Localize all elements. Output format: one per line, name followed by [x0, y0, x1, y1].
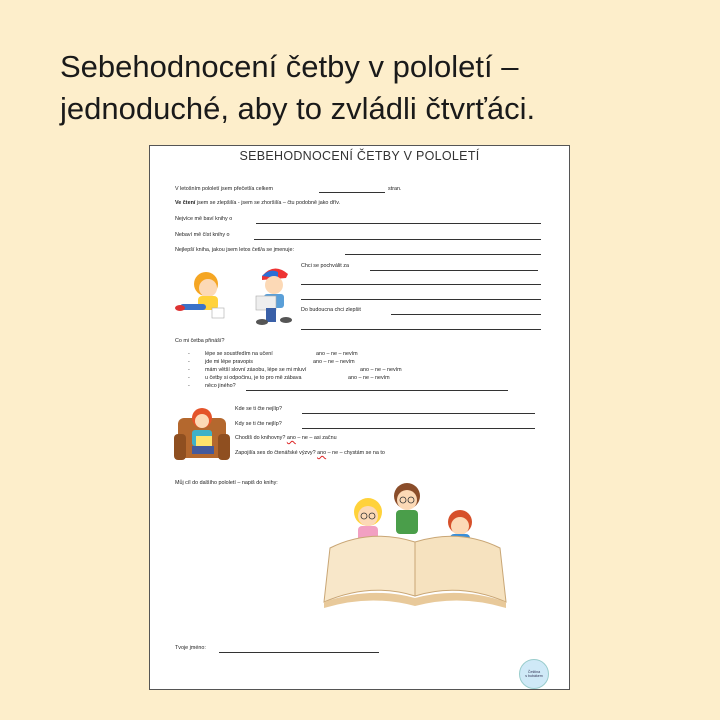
best-book-label: Nejlepší kniha, jakou jsem letos četl/a se jmenuje: — [175, 247, 294, 253]
dislike-label: Nebaví mě číst knihy o — [175, 232, 230, 238]
benefit-options[interactable]: ano – ne – nevím — [348, 375, 390, 381]
where-label: Kde se ti čte nejlíp? — [235, 406, 283, 412]
improvement-bold: Ve čtení — [175, 200, 196, 206]
slide-title-line2: jednoduché, aby to zvládli čtvrťáci. — [60, 91, 536, 126]
benefit-options[interactable]: ano – ne – nevím — [313, 359, 355, 365]
pages-read-field[interactable] — [319, 192, 385, 193]
future-field[interactable] — [391, 314, 541, 315]
kids-open-book-illustration — [310, 478, 520, 628]
benefit-text: mám větší slovní zásobu, lépe se mi mluví — [205, 367, 307, 373]
bullet-dash: - — [188, 383, 190, 389]
kids-reading-illustration — [174, 258, 304, 326]
benefit-options[interactable]: ano – ne – nevím — [360, 367, 402, 373]
benefit-text: jde mi lépe pravopis — [205, 359, 253, 365]
slide-title — [60, 46, 700, 130]
library-other-options[interactable]: – ne – asi začnu — [297, 435, 337, 441]
when-field[interactable] — [302, 428, 535, 429]
library-yes-option[interactable]: ano — [286, 435, 296, 441]
bullet-dash: - — [188, 351, 190, 357]
benefit-text: něco jiného? — [205, 383, 236, 389]
bullet-dash: - — [188, 367, 190, 373]
slide-title-line1: Sebehodnocení četby v pololetí – — [60, 49, 519, 84]
benefit-text: u četby si odpočinu, je to pro mě zábava — [205, 375, 302, 381]
benefit-options[interactable]: ano – ne – nevím — [316, 351, 358, 357]
logo-text-line2: s bubákem — [525, 674, 543, 678]
bullet-dash: - — [188, 359, 190, 365]
bullet-dash: - — [188, 375, 190, 381]
enjoy-field[interactable] — [256, 223, 541, 224]
name-label: Tvoje jméno: — [175, 645, 206, 651]
improvement-options: jsem se zlepšil/a - jsem se zhoršil/a – čtu podobně jako dřív. — [196, 200, 340, 206]
future-label: Do budoucna chci zlepšit — [301, 307, 361, 313]
worksheet — [149, 145, 570, 690]
praise-field-3[interactable] — [301, 299, 541, 300]
worksheet-title: SEBEHODNOCENÍ ČETBY V POLOLETÍ — [239, 149, 480, 163]
library-line[interactable] — [235, 435, 337, 442]
when-label: Kdy se ti čte nejlíp? — [235, 421, 282, 427]
praise-field[interactable] — [370, 270, 538, 271]
other-benefit-field[interactable] — [246, 390, 508, 391]
pages-unit-label: stran. — [388, 186, 402, 192]
goal-label: Můj cíl do dalšího pololetí – napiš do knihy: — [175, 480, 278, 486]
armchair-reader-illustration — [174, 404, 230, 466]
praise-field-2[interactable] — [301, 284, 541, 285]
challenge-yes-option[interactable]: ano — [317, 450, 327, 456]
dislike-field[interactable] — [254, 239, 541, 240]
enjoy-label: Nejvíce mě baví knihy o — [175, 216, 233, 222]
challenge-other-options[interactable]: – ne – chystám se na to — [327, 450, 385, 456]
name-field[interactable] — [219, 652, 379, 653]
where-field[interactable] — [302, 413, 535, 414]
future-field-2[interactable] — [301, 329, 541, 330]
best-book-field[interactable] — [345, 254, 541, 255]
praise-label: Chci se pochválit za — [301, 263, 349, 269]
library-question: Chodíš do knihovny? — [235, 435, 286, 441]
benefits-heading: Co mi četba přináší? — [175, 338, 225, 344]
challenge-question: Zapojil/a ses do čtenářské výzvy? — [235, 450, 316, 456]
benefit-text: lépe se soustředím na učení — [205, 351, 273, 357]
improvement-line — [175, 200, 340, 207]
challenge-line[interactable] — [235, 450, 385, 457]
pages-read-label: V letošním pololetí jsem přečetl/a celkem — [175, 186, 273, 192]
logo-text-line1: Čeština — [527, 670, 541, 674]
cestina-s-bubakem-logo — [519, 659, 549, 689]
